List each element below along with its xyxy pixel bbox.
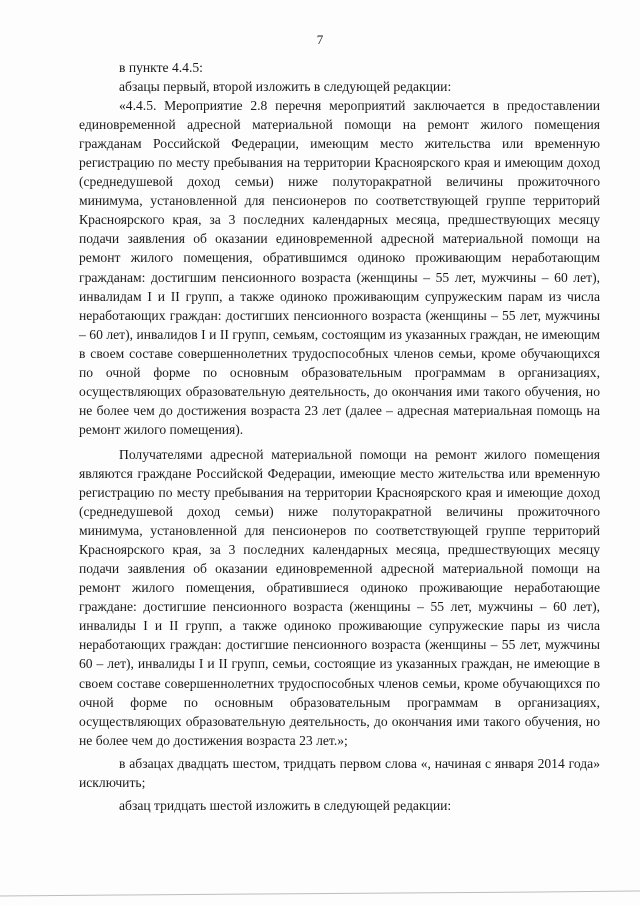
paragraph-recipients: Получателями адресной материальной помощи на ремонт жилого помещения являются граждане Российской Федерации, имеющие место жительства или временную регистрацию по месту пребывания на территории Красноярского края и имеющие доход (среднедушевой доход семьи) ниже полуторакратной величины прожиточного минимума, установленной для пенсионеров по соответствующей группе территорий Красноярского края, за 3 последних календарных месяца, предшествующих месяцу подачи заявления об оказании единовременной адресной материальной помощи на ремонт жилого помещения, обратившиеся одиноко проживающие неработающие граждане: достигшие пенсионного возраста (женщины – 55 лет, мужчины – 60 лет), инвалиды I и II групп, а также одиноко проживающие супружеские пары из числа неработающих граждан: достигшие пенсионного возраста (женщины – 55 лет, мужчины 60 – лет), инвалиды I и II групп, семьи, состоящие из указанных граждан, не имеющие в своем составе совершеннолетних трудоспособных членов семьи, кроме обучающихся по очной форме по основным образовательным программам в организациях, осуществляющих образовательную деятельность, до окончания ими такого обучения, но не более чем до достижения возраста 23 лет.»;: [79, 446, 600, 748]
paragraph-exclusion: в абзацах двадцать шестом, тридцать первом слова «, начиная с января 2014 года» исключить;: [79, 755, 600, 790]
page-number: 7: [316, 32, 324, 47]
document-body: [79, 58, 600, 815]
scan-edge-line: [0, 889, 640, 899]
paragraph-edit-instruction: абзацы первый, второй изложить в следующей редакции:: [119, 79, 452, 95]
paragraph-new-wording: абзац тридцать шестой изложить в следующей редакции:: [119, 797, 452, 813]
paragraph-clause-4-4-5: «4.4.5. Мероприятие 2.8 перечня мероприятий заключается в предоставлении единовременной адресной материальной помощи на ремонт жилого помещения гражданам Российской Федерации, имеющим место жительства или временную регистрацию по месту пребывания на территории Красноярского края и имеющим доход (среднедушевой доход семьи) ниже полуторакратной величины прожиточного минимума, установленной для пенсионеров по соответствующей группе территорий Красноярского края, за 3 последних календарных месяца, предшествующих месяцу подачи заявления об оказании единовременной адресной материальной помощи на ремонт жилого помещения, обратившимся одиноко проживающим неработающим гражданам: достигшим пенсионного возраста (женщины – 55 лет, мужчины – 60 лет), инвалидам I и II групп, а также одиноко проживающим супружеским парам из числа неработающих граждан: достигших пенсионного возраста (женщины – 55 лет, мужчины – 60 лет), инвалидов I и II групп, семьям, состоящим из указанных граждан, не имеющим в своем составе совершеннолетних трудоспособных членов семьи, кроме обучающихся по очной форме по основным образовательным программам в организациях, осуществляющих образовательную деятельность, до окончания ими такого обучения, но не более чем до достижения возраста 23 лет (далее – адресная материальная помощь на ремонт жилого помещения).: [79, 98, 600, 437]
paragraph-clause-ref: в пункте 4.4.5:: [119, 60, 203, 75]
